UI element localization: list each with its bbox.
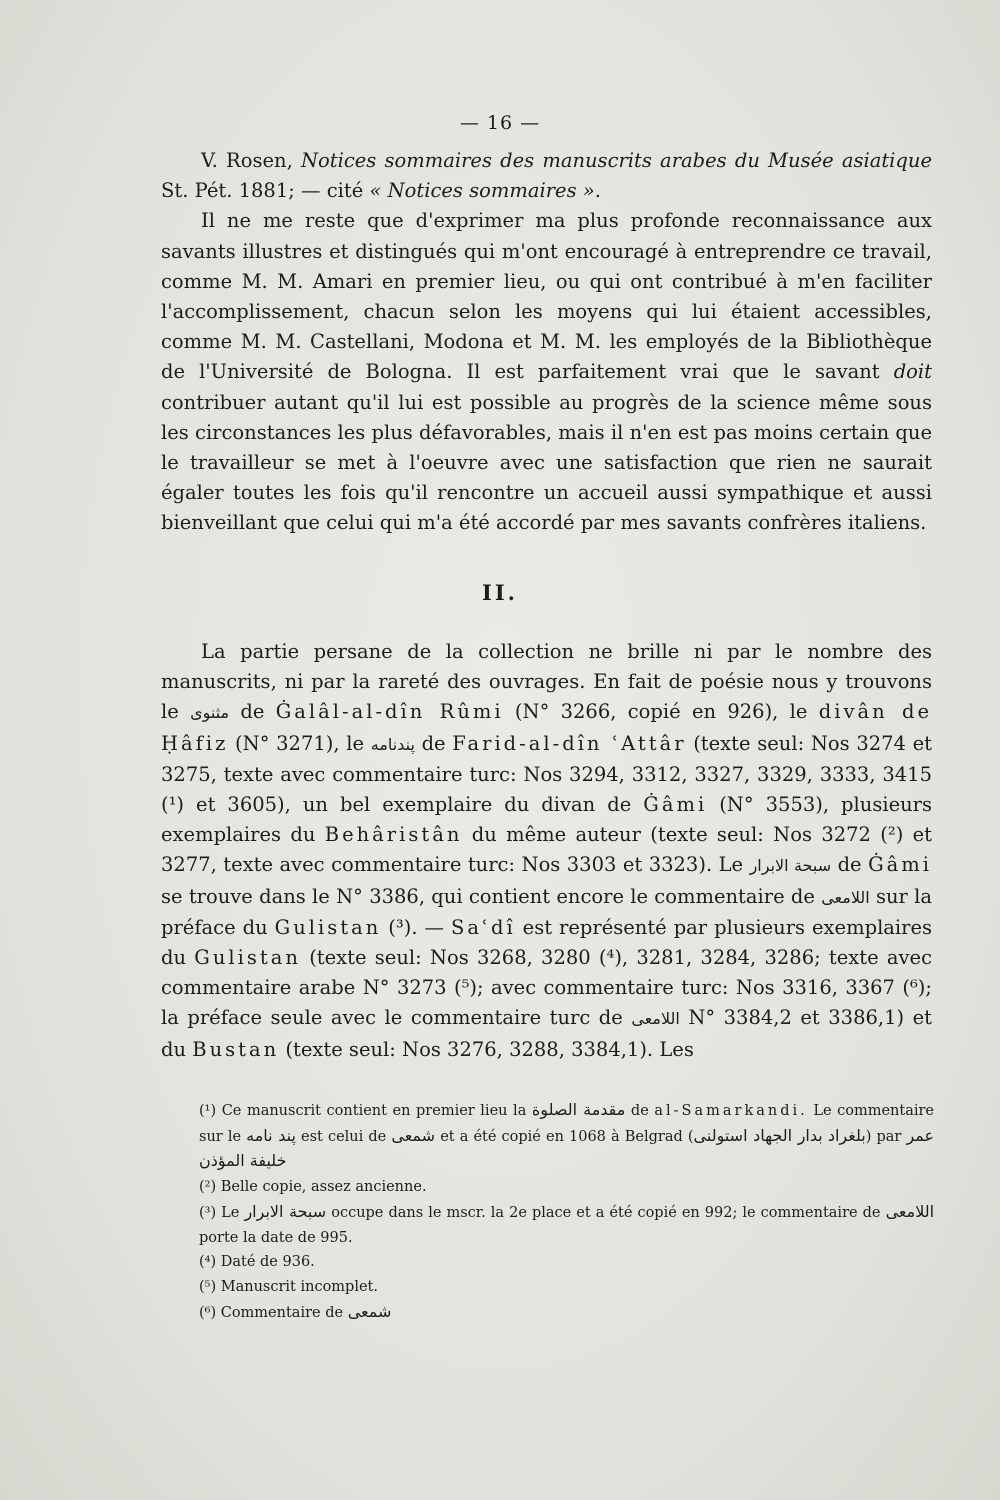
arabic-lamii: اللامعى xyxy=(885,1201,935,1221)
thanks-text-1: Il ne me reste que d'exprimer ma plus profonde reconnaissance aux savants illustres et distingués qui m'ont encouragé à entreprendre ce travail, comme M. M. Amari en premier lieu, ou qui ont contribué à m'en faciliter l'accomplissement, chacun selon les moyens qui lui étaient accessibles, comme M. M. Castellani, Modona et M. M. les employés de la Bibliothèque de l'Université de Bologna. Il est parfaitement vrai que le savant xyxy=(161,209,932,384)
work-beharistan: Behâristân xyxy=(324,823,463,847)
author-gami: Ġâmi xyxy=(868,853,932,877)
thanks-italic: doit xyxy=(893,360,932,384)
arabic-lamii: اللامعى xyxy=(821,887,870,907)
thanks-paragraph xyxy=(161,206,932,538)
text-run: (N° 3271), le xyxy=(235,731,365,755)
footnote-text: porte la date de 995. xyxy=(199,1229,353,1246)
section-text xyxy=(161,637,932,1065)
reference-title: Notices sommaires des manuscrits arabes du Musée asiatique xyxy=(300,149,932,172)
text-run: se trouve dans le N° 3386, qui contient encore le commentaire de xyxy=(161,884,815,908)
arabic-subhat: سبحة الابرار xyxy=(244,1201,327,1221)
text-run: de xyxy=(421,731,446,755)
arabic-omar: عمر خليفة المؤذن xyxy=(199,1125,935,1171)
author-sadi: Saʿdî xyxy=(450,915,516,939)
arabic-muqaddima: مقدمة الصلوة xyxy=(531,1100,626,1119)
text-run: La partie persane de la collection ne brille ni par le nombre des manuscrits, ni par la rareté des ouvrages. En fait de poésie nous y trouvons le xyxy=(161,640,932,724)
reference-paragraph xyxy=(161,146,932,206)
arabic-pandnama: پند نامه xyxy=(246,1125,296,1145)
footnotes xyxy=(158,1098,934,1325)
arabic-subhat: سبحة الابرار xyxy=(749,856,832,876)
author-farid: Farid-al-dîn ʿAttâr xyxy=(452,731,687,755)
text-run: (texte seul: Nos 3276, 3288, 3384,1). Les xyxy=(285,1037,694,1061)
footnote-text: ) par xyxy=(865,1128,902,1145)
author-samarkandi: al-Samarkandi. xyxy=(654,1103,808,1119)
footnote-1 xyxy=(158,1098,934,1175)
footnote-2: (²) Belle copie, assez ancienne. xyxy=(199,1179,427,1196)
footnote-text: (³) Le xyxy=(199,1204,240,1221)
author-galal: Ġalâl-al-dîn Rûmi xyxy=(275,700,504,724)
reference-rest: St. Pét. 1881; — cité xyxy=(161,179,364,203)
persian-collection-paragraph xyxy=(161,637,932,1065)
divan-hafiz: divân de Ḥâfiz xyxy=(161,700,932,755)
reference-author: V. Rosen, xyxy=(201,149,293,172)
footnote-text: (¹) Ce manuscrit contient en premier lieu la xyxy=(199,1103,527,1119)
text-run: est représenté par plusieurs exemplaires du xyxy=(161,915,933,970)
work-gulistan: Gulistan xyxy=(194,946,301,970)
footnote-6 xyxy=(158,1300,934,1326)
text-run: N° 3384,2 et 3386,1) et du xyxy=(161,1006,932,1061)
arabic-shemi: شمعى xyxy=(391,1125,436,1145)
intro-text xyxy=(161,146,932,539)
arabic-masnavi: مثنوى xyxy=(190,703,230,723)
text-run: (texte seul: Nos 3274 et 3275, texte avec commentaire turc: Nos 3294, 3312, 3327, 3329, 3333, 3415 (¹) et 3605), un bel exemplaire du divan de xyxy=(161,731,933,817)
footnote-text: et a été copié en 1068 à Belgrad ( xyxy=(440,1128,694,1145)
text-run: de xyxy=(240,700,265,724)
footnote-4: (⁴) Daté de 936. xyxy=(199,1254,315,1271)
text-run: de xyxy=(837,853,862,877)
footnote-5: (⁵) Manuscrit incomplet. xyxy=(199,1278,378,1295)
arabic-dar-al-jihad: بدار الجهاد استولنى xyxy=(693,1125,823,1145)
work-bustan: Bustan xyxy=(192,1037,280,1061)
footnote-text: Le commentaire sur le xyxy=(199,1103,935,1145)
thanks-text-2: contribuer autant qu'il lui est possible au progrès de la science même sous les circonstances les plus défavorables, mais il n'en est pas moins certain que le travailleur se met à l'oeuvre avec une satisfaction que rien ne saurait égaler toutes les fois qu'il rencontre un accueil aussi sympathique et aussi bienveillant que celui qui m'a été accordé par mes savants confrères italiens. xyxy=(161,390,932,535)
text-run: du même auteur (texte seul: Nos 3272 (²) et 3277, texte avec commentaire turc: Nos 3303 et 3323). Le xyxy=(161,823,933,877)
page-number: — 16 — xyxy=(459,112,541,134)
author-gami: Ġâmi xyxy=(643,793,708,817)
arabic-shemi: شمعى xyxy=(347,1301,392,1321)
section-heading: II. xyxy=(482,580,518,605)
text-run: (texte seul: Nos 3268, 3280 (⁴), 3281, 3284, 3286; texte avec commentaire arabe N° 3273 (⁵); avec commentaire turc: Nos 3316, 3367 (⁶); la préface seule avec le commentaire turc de xyxy=(161,946,933,1030)
footnote-text: de xyxy=(630,1103,649,1119)
arabic-belgrad: بلغراد xyxy=(827,1125,866,1145)
work-gulistan: Gulistan xyxy=(274,915,382,939)
footnote-text: occupe dans le mscr. la 2e place et a été copié en 992; le commentaire de xyxy=(331,1204,881,1221)
text-run: (N° 3553), plusieurs exemplaires du xyxy=(161,793,933,847)
arabic-pandnama: پندنامه xyxy=(370,734,415,754)
text-run: sur la préface du xyxy=(161,884,933,939)
footnote-text: (⁶) Commentaire de xyxy=(199,1304,344,1321)
footnote-3 xyxy=(158,1200,934,1250)
text-run: (N° 3266, copié en 926), le xyxy=(514,700,808,724)
reference-cite: « Notices sommaires ». xyxy=(369,179,601,203)
footnote-text: est celui de xyxy=(301,1128,387,1145)
text-run: (³). — xyxy=(388,915,444,939)
arabic-lamii: اللامعى xyxy=(631,1009,680,1029)
